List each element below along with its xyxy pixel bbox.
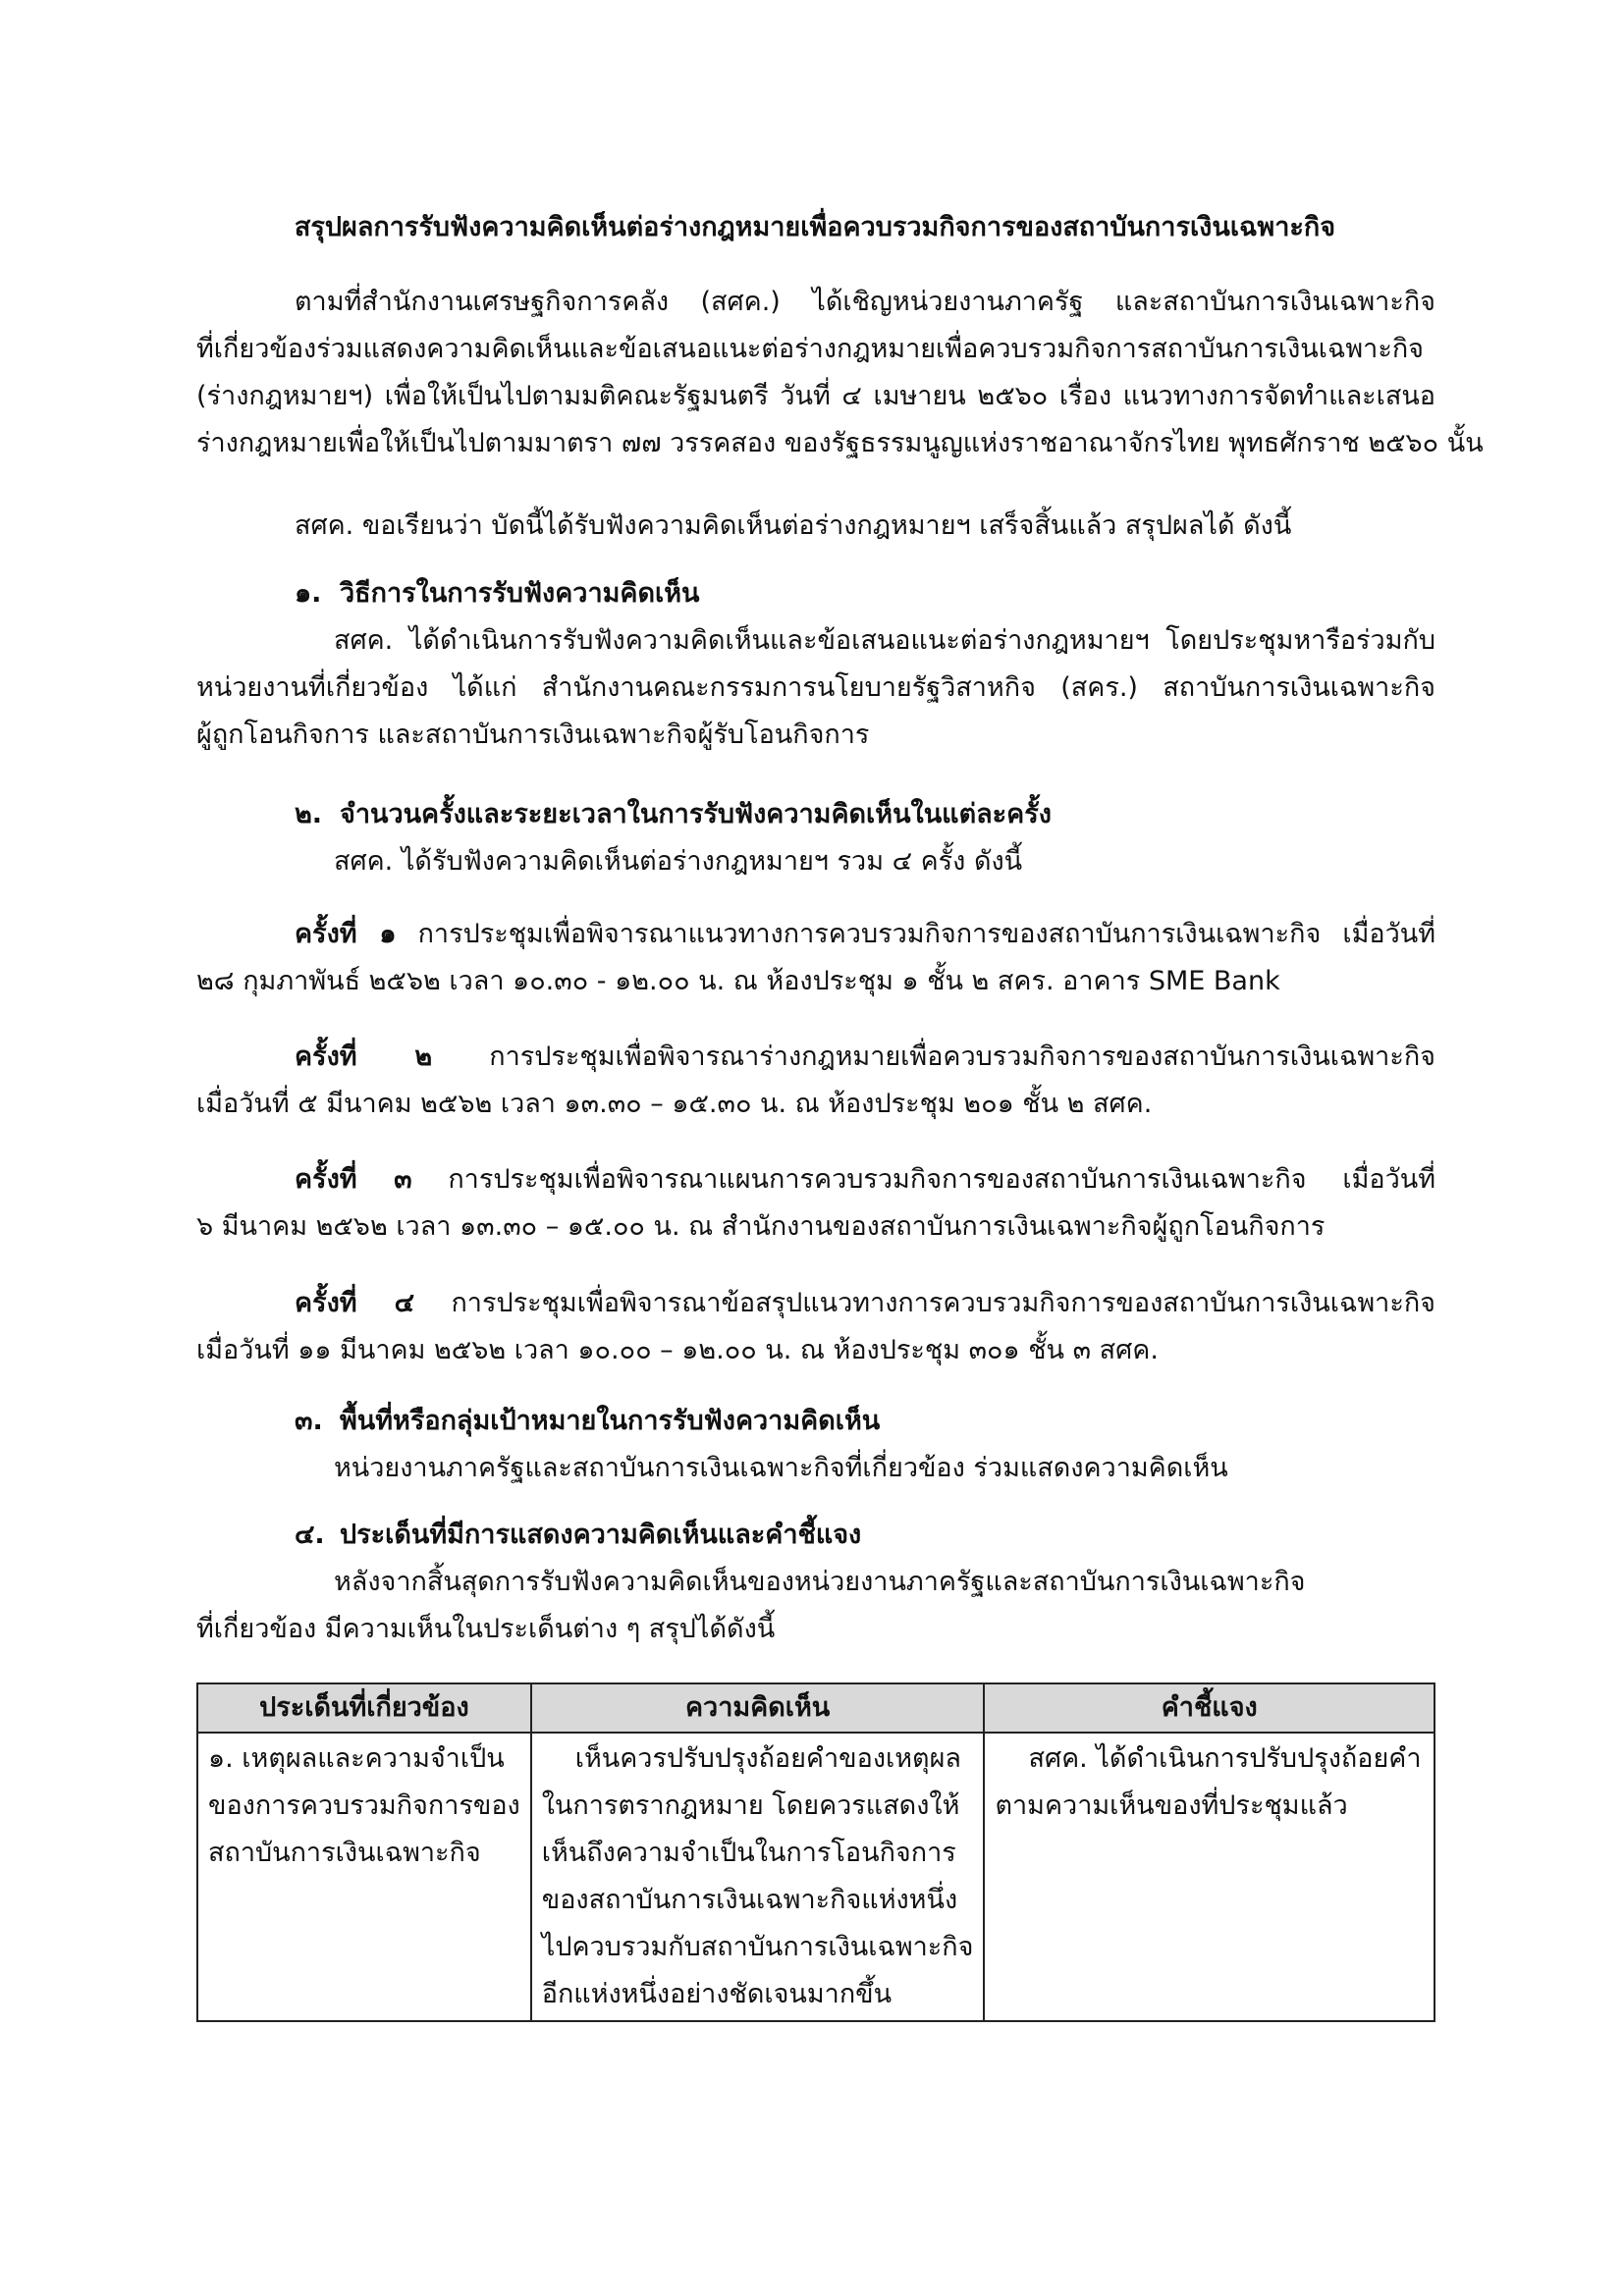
table-row	[197, 1733, 1435, 2021]
section-3-heading	[295, 1398, 880, 1445]
session-text: การประชุมเพื่อพิจารณาแผนการควบรวมกิจการของสถาบันการเงินเฉพาะกิจ เมื่อวันที่	[448, 1164, 1436, 1195]
column-header-opinion: ความคิดเห็น	[531, 1683, 985, 1733]
section-4-heading	[295, 1512, 861, 1559]
session-4	[196, 1280, 1435, 1374]
session-text: การประชุมเพื่อพิจารณาแนวทางการควบรวมกิจการของสถาบันการเงินเฉพาะกิจ เมื่อวันที่	[417, 919, 1435, 949]
section-1-heading	[295, 570, 700, 617]
intro-paragraph	[196, 279, 1484, 467]
body-line: หน่วยงานภาครัฐและสถาบันการเงินเฉพาะกิจที่เกี่ยวข้อง ร่วมแสดงความคิดเห็น	[334, 1453, 1228, 1483]
cell-line: สถาบันการเงินเฉพาะกิจ	[208, 1838, 481, 1868]
issues-table	[196, 1682, 1435, 2022]
section-3-body	[196, 1445, 1435, 1492]
cell-line: เห็นถึงความจำเป็นในการโอนกิจการ	[541, 1838, 956, 1868]
session-line	[196, 911, 1435, 958]
clarification-cell	[984, 1733, 1435, 2021]
intro-line: ที่เกี่ยวข้องร่วมแสดงความคิดเห็นและข้อเสนอแนะต่อร่างกฎหมายเพื่อควบรวมกิจการสถาบันการเงินเฉพาะกิจ	[196, 334, 1425, 364]
cell-line: ของสถาบันการเงินเฉพาะกิจแห่งหนึ่ง	[541, 1885, 958, 1915]
session-line	[196, 1280, 1435, 1327]
body-line: ผู้ถูกโอนกิจการ และสถาบันการเงินเฉพาะกิจผู้รับโอนกิจการ	[196, 720, 870, 750]
section-title: พื้นที่หรือกลุ่มเป้าหมายในการรับฟังความคิดเห็น	[340, 1406, 881, 1436]
section-number: ๒.	[295, 799, 323, 829]
session-3	[196, 1156, 1435, 1251]
column-header-clarification: คำชี้แจง	[984, 1683, 1435, 1733]
session-2	[196, 1034, 1435, 1128]
section-number: ๔.	[295, 1520, 325, 1550]
section-1-body	[196, 617, 1435, 759]
cell-line: สศค. ได้ดำเนินการปรับปรุงถ้อยคำ	[1028, 1743, 1422, 1774]
document-title: สรุปผลการรับฟังความคิดเห็นต่อร่างกฎหมายเพื่อควบรวมกิจการของสถาบันการเงินเฉพาะกิจ	[294, 212, 1336, 242]
section-title: วิธีการในการรับฟังความคิดเห็น	[340, 578, 700, 609]
session-line	[196, 1034, 1435, 1081]
session-label: ครั้งที่ ๓	[295, 1164, 412, 1195]
cell-line: เห็นควรปรับปรุงถ้อยคำของเหตุผล	[574, 1743, 961, 1774]
body-line: หน่วยงานที่เกี่ยวข้อง ได้แก่ สำนักงานคณะกรรมการนโยบายรัฐวิสาหกิจ (สคร.) สถาบันการเงินเฉพาะกิจ	[196, 672, 1435, 703]
section-title: จำนวนครั้งและระยะเวลาในการรับฟังความคิดเห็นในแต่ละครั้ง	[340, 799, 1052, 829]
session-text: การประชุมเพื่อพิจารณาข้อสรุปแนวทางการควบรวมกิจการของสถาบันการเงินเฉพาะกิจ	[451, 1288, 1435, 1318]
session-1	[196, 911, 1435, 1005]
session-line: เมื่อวันที่ ๑๑ มีนาคม ๒๕๖๒ เวลา ๑๐.๐๐ – ๑๒.๐๐ น. ณ ห้องประชุม ๓๐๑ ชั้น ๓ สศค.	[196, 1335, 1159, 1365]
body-line: สศค. ได้ดำเนินการรับฟังความคิดเห็นและข้อเสนอแนะต่อร่างกฎหมายฯ โดยประชุมหารือร่วมกับ	[334, 625, 1435, 656]
body-line: หลังจากสิ้นสุดการรับฟังความคิดเห็นของหน่วยงานภาครัฐและสถาบันการเงินเฉพาะกิจ	[334, 1567, 1306, 1597]
section-title: ประเด็นที่มีการแสดงความคิดเห็นและคำชี้แจง	[340, 1520, 862, 1550]
session-label: ครั้งที่ ๔	[295, 1288, 415, 1318]
section-number: ๑.	[295, 578, 322, 609]
body-line: ที่เกี่ยวข้อง มีความเห็นในประเด็นต่าง ๆ สรุปได้ดังนี้	[196, 1614, 776, 1644]
section-2-intro	[196, 838, 1435, 885]
cell-line: ของการควบรวมกิจการของ	[208, 1790, 520, 1821]
body-line: สศค. ได้รับฟังความคิดเห็นต่อร่างกฎหมายฯ รวม ๔ ครั้ง ดังนี้	[334, 846, 1023, 877]
issue-cell	[197, 1733, 531, 2021]
cell-line: ตามความเห็นของที่ประชุมแล้ว	[995, 1790, 1348, 1821]
cell-line: ๑. เหตุผลและความจำเป็น	[208, 1743, 505, 1774]
cell-line: ไปควบรวมกับสถาบันการเงินเฉพาะกิจ	[541, 1932, 974, 1962]
session-line: เมื่อวันที่ ๕ มีนาคม ๒๕๖๒ เวลา ๑๓.๓๐ – ๑๕.๓๐ น. ณ ห้องประชุม ๒๐๑ ชั้น ๒ สศค.	[196, 1089, 1153, 1119]
section-4-body	[196, 1559, 1435, 1653]
section-number: ๓.	[295, 1406, 323, 1436]
intro-line: ร่างกฎหมายเพื่อให้เป็นไปตามมาตรา ๗๗ วรรคสอง ของรัฐธรรมนูญแห่งราชอาณาจักรไทย พุทธศักราช ๒๕๖๐ นั้น	[196, 428, 1484, 458]
section-2-heading	[295, 791, 1052, 838]
session-text: การประชุมเพื่อพิจารณาร่างกฎหมายเพื่อควบรวมกิจการของสถาบันการเงินเฉพาะกิจ	[489, 1041, 1435, 1072]
intro-line: (ร่างกฎหมายฯ) เพื่อให้เป็นไปตามมติคณะรัฐมนตรี วันที่ ๔ เมษายน ๒๕๖๐ เรื่อง แนวทางการจัดทำและเสนอ	[196, 381, 1435, 411]
report-paragraph	[196, 503, 1435, 550]
session-label: ครั้งที่ ๒	[295, 1041, 433, 1072]
cell-line: ในการตรากฎหมาย โดยควรแสดงให้	[541, 1790, 960, 1821]
opinion-cell	[531, 1733, 985, 2021]
column-header-issue: ประเด็นที่เกี่ยวข้อง	[197, 1683, 531, 1733]
intro-line: ตามที่สำนักงานเศรษฐกิจการคลัง (สศค.) ได้เชิญหน่วยงานภาครัฐ และสถาบันการเงินเฉพาะกิจ	[295, 287, 1435, 317]
session-label: ครั้งที่ ๑	[295, 919, 397, 949]
cell-line: อีกแห่งหนึ่งอย่างชัดเจนมากขึ้น	[541, 1979, 893, 2009]
table-header-row	[197, 1683, 1435, 1733]
session-line: ๒๘ กุมภาพันธ์ ๒๕๖๒ เวลา ๑๐.๓๐ - ๑๒.๐๐ น. ณ ห้องประชุม ๑ ชั้น ๒ สคร. อาคาร SME Bank	[196, 966, 1280, 996]
session-line	[196, 1156, 1435, 1203]
session-line: ๖ มีนาคม ๒๕๖๒ เวลา ๑๓.๓๐ – ๑๕.๐๐ น. ณ สำนักงานของสถาบันการเงินเฉพาะกิจผู้ถูกโอนกิจการ	[196, 1211, 1326, 1242]
report-line: สศค. ขอเรียนว่า บัดนี้ได้รับฟังความคิดเห็นต่อร่างกฎหมายฯ เสร็จสิ้นแล้ว สรุปผลได้ ดังนี้	[295, 510, 1292, 541]
